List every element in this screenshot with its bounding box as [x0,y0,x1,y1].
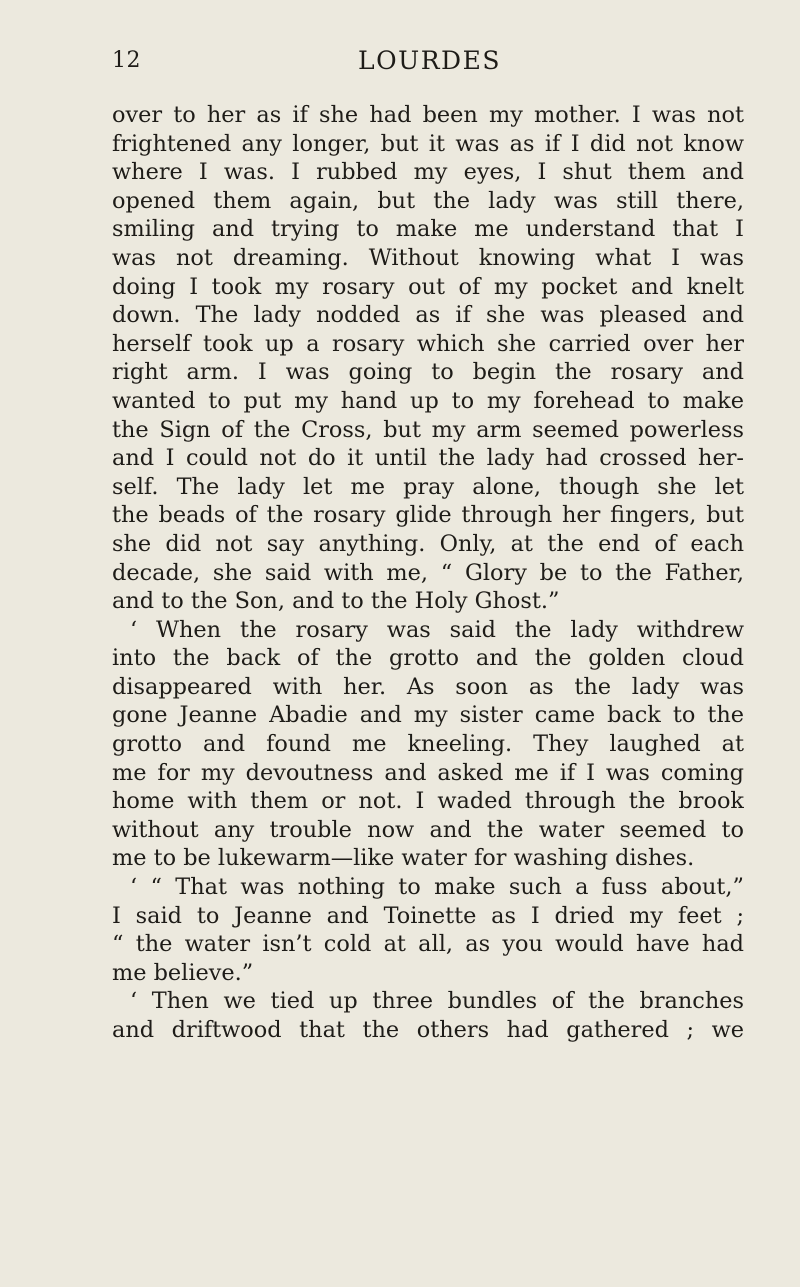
text-line: me for my devoutness and asked me if I was coming [112,759,744,786]
text-line: ‘ When the rosary was said the lady withdrew [130,616,744,643]
text-line: decade, she said with me, “ Glory be to the Father, [112,559,744,586]
text-line: gone Jeanne Abadie and my sister came back to the [112,702,744,729]
text-line: me to be lukewarm—like water for washing dishes. [112,845,695,872]
text-line: and I could not do it until the lady had crossed her- [112,445,744,472]
body-text [112,101,744,1045]
text-line: and driftwood that the others had gathered ; we [112,1017,744,1043]
text-line: me believe.” [112,959,254,986]
text-line: where I was. I rubbed my eyes, I shut them and [112,159,744,186]
text-line: doing I took my rosary out of my pocket and knelt [112,273,744,300]
text-line: right arm. I was going to begin the rosary and [112,359,744,386]
running-head [112,46,747,82]
text-line: was not dreaming. Without knowing what I was [112,244,744,271]
running-title: LOURDES [358,46,501,75]
text-line: over to her as if she had been my mother. I was not [112,102,744,128]
text-line: ‘ Then we tied up three bundles of the branches [130,988,744,1015]
text-line: disappeared with her. As soon as the lady was [112,673,744,700]
text-line: home with them or not. I waded through the brook [112,788,744,815]
text-line: into the back of the grotto and the golden cloud [112,645,744,672]
text-line: ‘ “ That was nothing to make such a fuss about,” [130,874,744,901]
text-line: “ the water isn’t cold at all, as you would have had [112,931,744,958]
text-line: without any trouble now and the water seemed to [112,816,744,843]
text-line: she did not say anything. Only, at the end of each [112,530,744,557]
text-line: self. The lady let me pray alone, though she let [112,473,744,500]
text-line: opened them again, but the lady was still there, [112,187,744,214]
text-line: the beads of the rosary glide through her fingers, but [112,502,744,529]
page-number: 12 [112,48,141,73]
text-line: smiling and trying to make me understand that I [112,216,744,243]
text-line: the Sign of the Cross, but my arm seemed powerless [112,416,744,443]
text-line: wanted to put my hand up to my forehead to make [112,387,744,414]
text-line: down. The lady nodded as if she was pleased and [112,302,744,329]
text-line: frightened any longer, but it was as if I did not know [112,130,744,157]
text-line: herself took up a rosary which she carried over her [112,330,744,357]
text-line: grotto and found me kneeling. They laughed at [112,731,744,758]
text-line: and to the Son, and to the Holy Ghost.” [112,588,560,615]
text-line: I said to Jeanne and Toinette as I dried my feet ; [112,902,744,929]
